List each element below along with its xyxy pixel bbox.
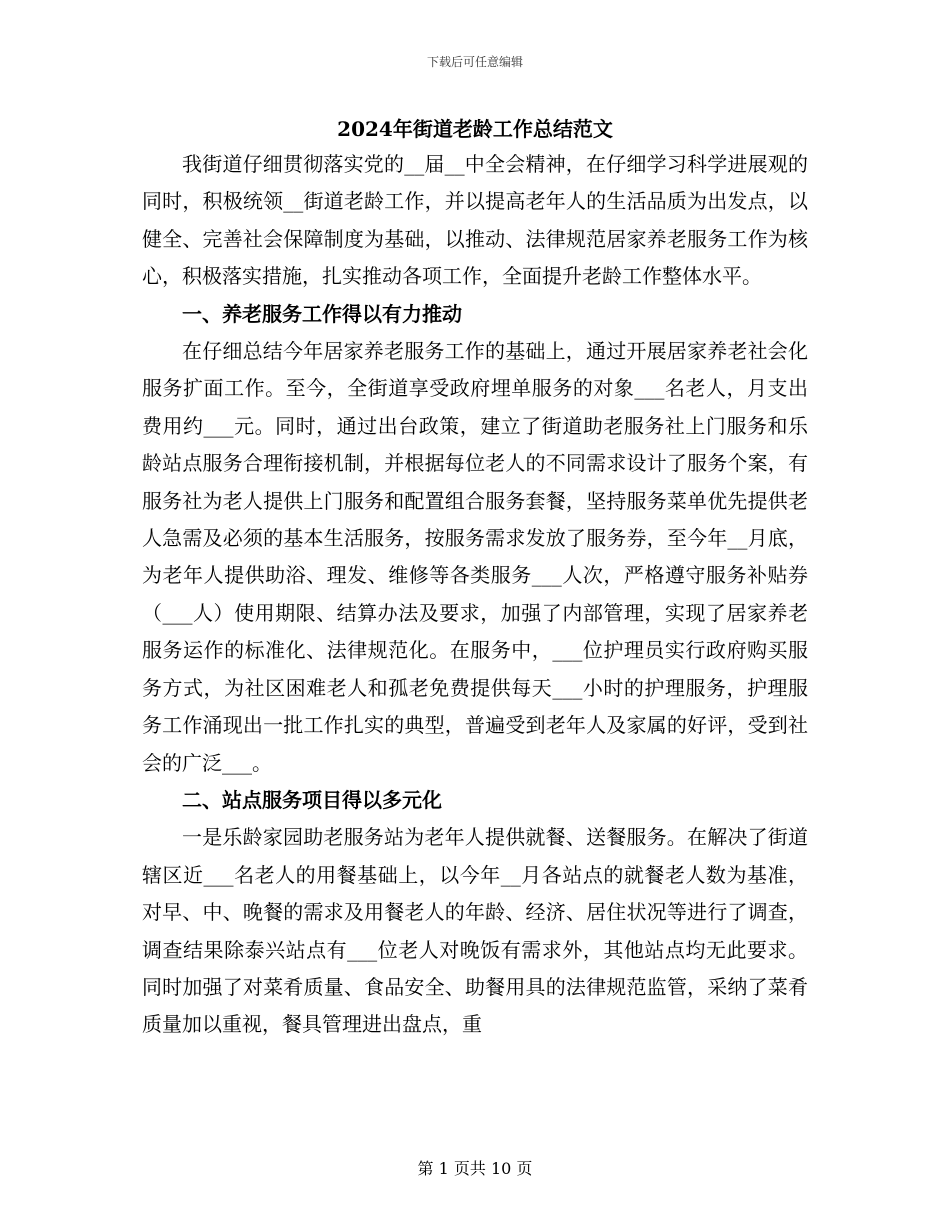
section-1-heading: 一、养老服务工作得以有力推动 [182,301,462,326]
section-1-paragraph: 在仔细总结今年居家养老服务工作的基础上，通过开展居家养老社会化服务扩面工作。至今，全街道享受政府埋单服务的对象___名老人，月支出费用约___元。同时，通过出台政策，建立了街道助老服务社上门服务和乐龄站点服务合理衔接机制，并根据每位老人的不同需求设计了服务个案，有服务社为老人提供上门服务和配置组合服务套餐，坚持服务菜单优先提供老人急需及必须的基本生活服务，按服务需求发放了服务券，至今年__月底，为老年人提供助浴、理发、维修等各类服务___人次，严格遵守服务补贴券（___人）使用期限、结算办法及要求，加强了内部管理，实现了居家养老服务运作的标准化、法律规范化。在服务中，___位护理员实行政府购买服务方式，为社区困难老人和孤老免费提供每天___小时的护理服务，护理服务工作涌现出一批工作扎实的典型，普遍受到老年人及家属的好评，受到社会的广泛___。 [142,339,808,775]
header-note: 下载后可任意编辑 [426,55,523,69]
page-number-footer: 第 1 页共 10 页 [417,1159,533,1178]
document-title: 2024年街道老龄工作总结范文 [337,117,613,141]
section-2-paragraph: 一是乐龄家园助老服务站为老年人提供就餐、送餐服务。在解决了街道辖区近___名老人的用餐基础上，以今年__月各站点的就餐老人数为基准，对早、中、晚餐的需求及用餐老人的年龄、经济、居住状况等进行了调查，调查结果除泰兴站点有___位老人对晚饭有需求外，其他站点均无此要求。同时加强了对菜肴质量、食品安全、助餐用具的法律规范监管，采纳了菜肴质量加以重视，餐具管理进出盘点，重 [142,825,808,1037]
document-body [142,146,808,1044]
intro-paragraph: 我街道仔细贯彻落实党的__届__中全会精神，在仔细学习科学进展观的同时，积极统领__街道老龄工作，并以提高老年人的生活品质为出发点，以健全、完善社会保障制度为基础，以推动、法律规范居家养老服务工作为核心，积极落实措施，扎实推动各项工作，全面提升老龄工作整体水平。 [142,152,808,289]
section-2-heading: 二、站点服务项目得以多元化 [182,787,442,812]
